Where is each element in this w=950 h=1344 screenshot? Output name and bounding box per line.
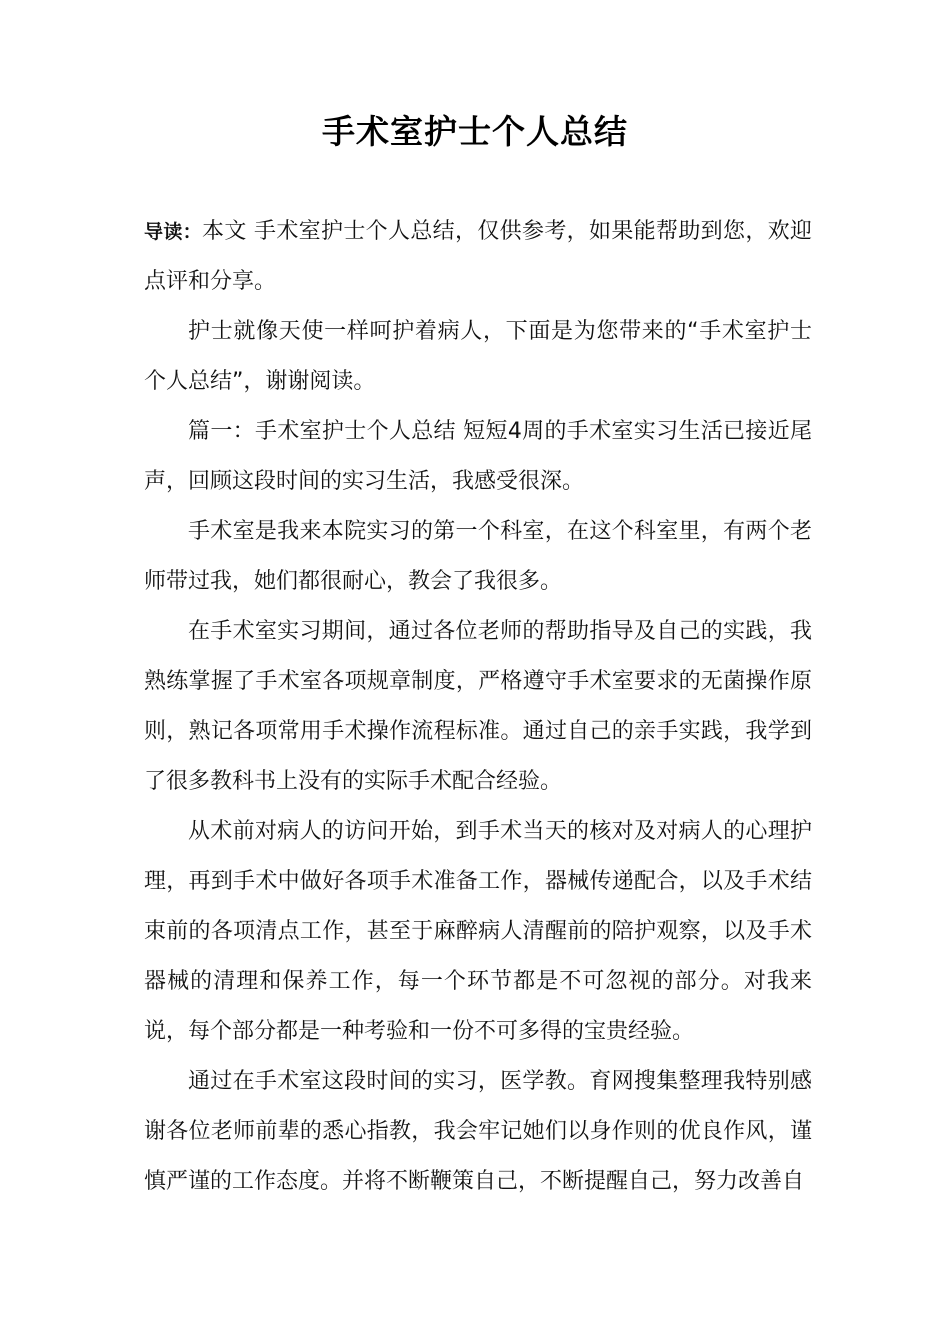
document-body — [144, 207, 812, 1207]
paragraph: 篇一：手术室护士个人总结 短短4周的手术室实习生活已接近尾声，回顾这段时间的实习生活，我感受很深。 — [144, 419, 812, 494]
paragraph: 护士就像天使一样呵护着病人，下面是为您带来的“手术室护士个人总结”，谢谢阅读。 — [144, 319, 812, 394]
paragraph: 通过在手术室这段时间的实习，医学教。育网搜集整理我特别感谢各位老师前辈的悉心指教，我会牢记她们以身作则的优良作风，谨慎严谨的工作态度。并将不断鞭策自己，不断提醒自己，努力改善自 — [144, 1069, 812, 1194]
document-title: 手术室护士个人总结 — [322, 112, 628, 151]
paragraph: 在手术室实习期间，通过各位老师的帮助指导及自己的实践，我熟练掌握了手术室各项规章制度，严格遵守手术室要求的无菌操作原则，熟记各项常用手术操作流程标准。通过自己的亲手实践，我学到了很多教科书上没有的实际手术配合经验。 — [144, 619, 812, 794]
paragraph: 从术前对病人的访问开始，到手术当天的核对及对病人的心理护理，再到手术中做好各项手术准备工作，器械传递配合，以及手术结束前的各项清点工作，甚至于麻醉病人清醒前的陪护观察，以及手术器械的清理和保养工作，每一个环节都是不可忽视的部分。对我来说，每个部分都是一种考验和一份不可多得的宝贵经验。 — [144, 819, 812, 1044]
lead-paragraph — [144, 207, 812, 307]
lead-text: 本文 手术室护士个人总结，仅供参考，如果能帮助到您，欢迎点评和分享。 — [144, 219, 812, 294]
paragraph: 手术室是我来本院实习的第一个科室，在这个科室里，有两个老师带过我，她们都很耐心，教会了我很多。 — [144, 519, 812, 594]
lead-label: 导读： — [144, 221, 202, 243]
